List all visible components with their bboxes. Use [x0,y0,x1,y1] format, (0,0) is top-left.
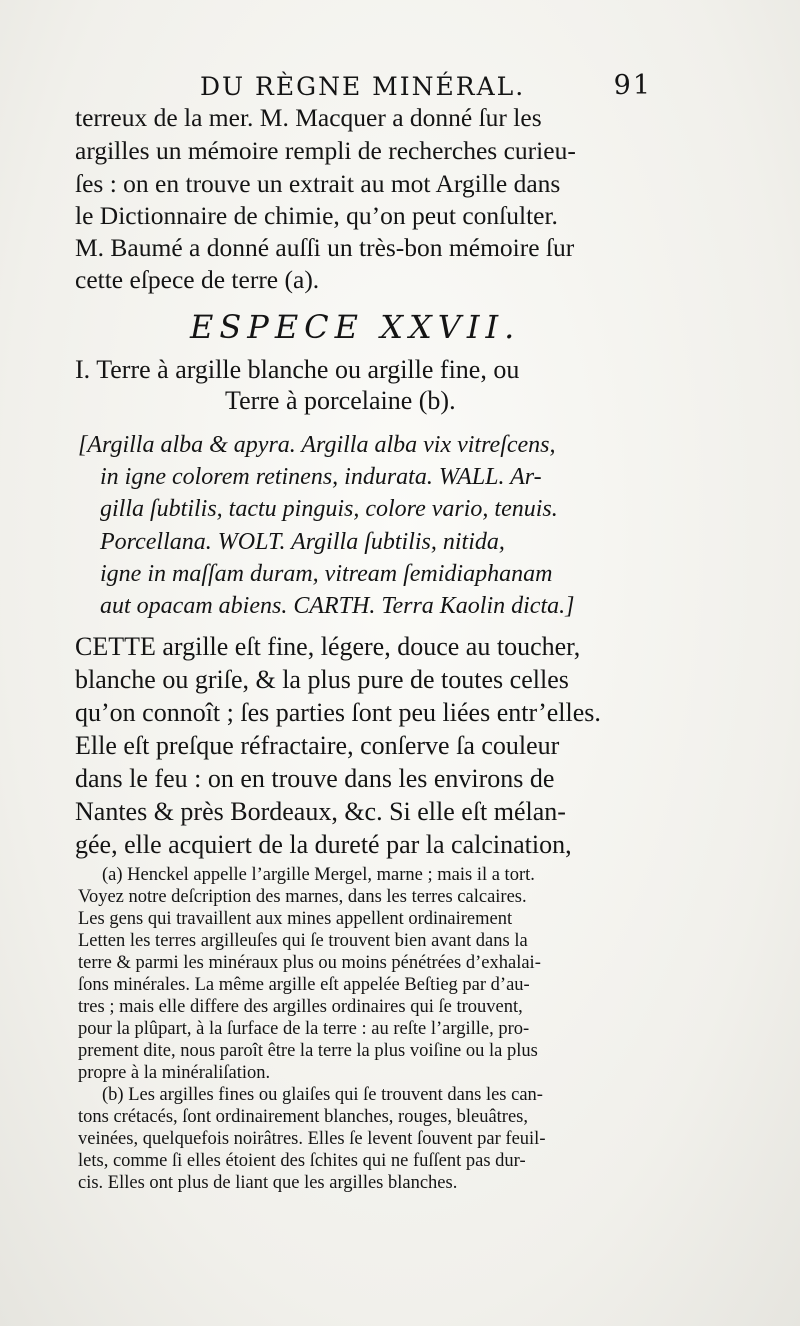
body-line: gée, elle acquiert de la dureté par la calcination, [75,830,572,859]
footnote-line: terre & parmi les minéraux plus ou moins pénétrées d’exhalai- [78,953,541,973]
entry-title-line: I. Terre à argille blanche ou argille fine, ou [75,355,520,384]
footnote-line: Voyez notre deſcription des marnes, dans les terres calcaires. [78,887,527,907]
footnote-line: Les gens qui travaillent aux mines appellent ordinairement [78,909,513,929]
running-head: DU RÈGNE MINÉRAL. [200,72,526,101]
footnote-line: (a) Henckel appelle l’argille Mergel, marne ; mais il a tort. [102,865,535,885]
latin-line: in igne colorem retinens, indurata. WALL. Ar- [100,464,542,490]
body-line: Elle eſt preſque réfractaire, conſerve ſa couleur [75,731,560,760]
entry-title-line: Terre à porcelaine (b). [225,386,456,415]
intro-line: M. Baumé a donné auſſi un très-bon mémoire ſur [75,233,575,262]
footnote-line: ſons minérales. La même argille eſt appelée Beſtieg par d’au- [78,975,530,995]
body-line: Nantes & près Bordeaux, &c. Si elle eſt mélan- [75,797,566,826]
footnote-line: lets, comme ſi elles étoient des ſchites qui ne fuſſent pas dur- [78,1151,526,1171]
species-heading: ESPECE XXVII. [190,308,521,346]
intro-line: argilles un mémoire rempli de recherches curieu- [75,136,576,165]
intro-line: cette eſpece de terre (a). [75,265,320,294]
intro-line: le Dictionnaire de chimie, qu’on peut conſulter. [75,201,558,230]
footnote-line: pour la plûpart, à la ſurface de la terre : au reſte l’argille, pro- [78,1019,530,1039]
footnote-line: cis. Elles ont plus de liant que les argilles blanches. [78,1173,458,1193]
body-line: dans le feu : on en trouve dans les environs de [75,764,555,793]
intro-line: terreux de la mer. M. Macquer a donné ſur les [75,103,542,132]
latin-line: [Argilla alba & apyra. Argilla alba vix vitreſcens, [78,432,556,458]
intro-line: ſes : on en trouve un extrait au mot Argille dans [75,169,561,198]
footnote-line: prement dite, nous paroît être la terre la plus voiſine ou la plus [78,1041,538,1061]
footnote-line: veinées, quelquefois noirâtres. Elles ſe levent ſouvent par feuil- [78,1129,546,1149]
latin-line: Porcellana. WOLT. Argilla ſubtilis, nitida, [100,529,505,555]
body-line: blanche ou griſe, & la plus pure de toutes celles [75,665,569,694]
body-line: CETTE argille eſt fine, légere, douce au toucher, [75,632,581,661]
footnote-line: tons crétacés, ſont ordinairement blanches, rouges, bleuâtres, [78,1107,529,1127]
footnote-line: Letten les terres argilleuſes qui ſe trouvent bien avant dans la [78,931,528,951]
footnote-line: (b) Les argilles fines ou glaiſes qui ſe trouvent dans les can- [102,1085,543,1105]
latin-line: aut opacam abiens. CARTH. Terra Kaolin dicta.] [100,593,575,619]
footnote-line: propre à la minéraliſation. [78,1063,271,1083]
latin-line: igne in maſſam duram, vitream ſemidiaphanam [100,561,553,587]
latin-line: gilla ſubtilis, tactu pinguis, colore vario, tenuis. [100,496,558,522]
page-number: 91 [613,70,652,101]
body-line: qu’on connoît ; ſes parties ſont peu liées entr’elles. [75,698,601,727]
footnote-line: tres ; mais elle differe des argilles ordinaires qui ſe trouvent, [78,997,523,1017]
